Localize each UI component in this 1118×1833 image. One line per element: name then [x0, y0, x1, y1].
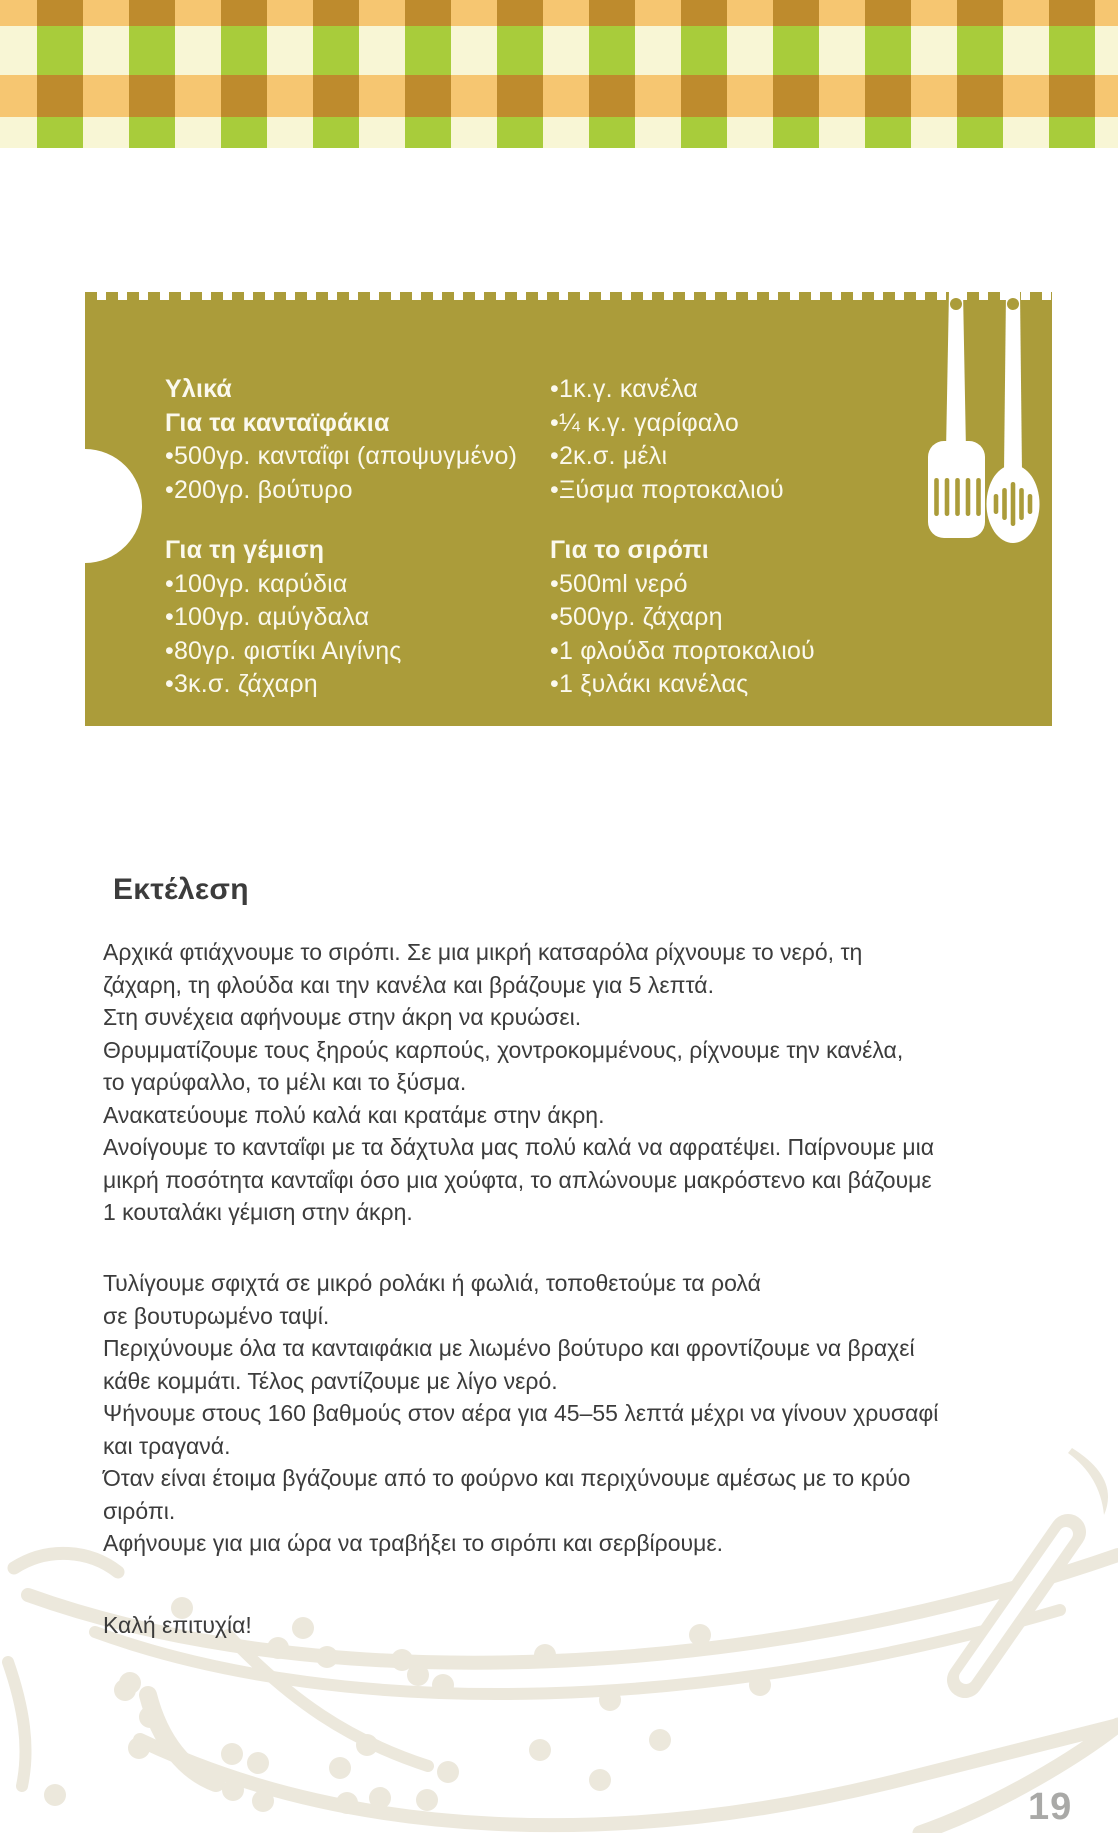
ingredients-panel	[85, 300, 1052, 726]
gingham-row	[0, 117, 1118, 148]
body-line: μικρή ποσότητα κανταΐφι όσο μια χούφτα, το απλώνουμε μακρόστενο και βάζουμε	[103, 1166, 932, 1193]
ingredient-line: Υλικά	[165, 375, 233, 403]
ingredient-line: •2κ.σ. μέλι	[550, 442, 668, 470]
ingredient-line: •100γρ. καρύδια	[165, 569, 348, 598]
body-line: κάθε κομμάτι. Τέλος ραντίζουμε με λίγο νερό.	[103, 1367, 558, 1394]
body-line: Ανοίγουμε το κανταΐφι με τα δάχτυλα μας πολύ καλά να αφρατέψει. Παίρνουμε μια	[103, 1134, 935, 1160]
body-line: Όταν είναι έτοιμα βγάζουμε από το φούρνο και περιχύνουμε αμέσως με το κρύο	[103, 1465, 911, 1491]
ingredient-line: Για τη γέμιση	[165, 536, 325, 564]
ingredient-line: •Ξύσμα πορτοκαλιού	[550, 475, 784, 504]
body-line: Στη συνέχεια αφήνουμε στην άκρη να κρυώσει.	[103, 1004, 582, 1030]
gingham-row	[0, 0, 1118, 26]
ingredients-column-left	[165, 373, 517, 702]
ingredient-line	[165, 507, 517, 534]
body-line: Τυλίγουμε σφιχτά σε μικρό ρολάκι ή φωλιά, τοποθετούμε τα ρολά	[103, 1270, 761, 1296]
ingredient-line: •80γρ. φιστίκι Αιγίνης	[165, 636, 402, 665]
execution-heading: Εκτέλεση	[113, 873, 249, 906]
ingredient-line: •1κ.γ. κανέλα	[550, 375, 698, 403]
body-line: Αρχικά φτιάχνουμε το σιρόπι. Σε μια μικρή κατσαρόλα ρίχνουμε το νερό, τη	[103, 939, 863, 965]
ingredient-line: Για τα κανταϊφάκια	[165, 408, 390, 437]
gingham-header-pattern	[0, 0, 1118, 148]
ingredient-line: •¼ κ.γ. γαρίφαλο	[550, 408, 740, 437]
body-line: ζάχαρη, τη φλούδα και την κανέλα και βράζουμε για 5 λεπτά.	[103, 971, 714, 998]
ingredient-line: •3κ.σ. ζάχαρη	[165, 670, 318, 698]
body-line: Θρυμματίζουμε τους ξηρούς καρπούς, χοντροκομμένους, ρίχνουμε την κανέλα,	[103, 1036, 904, 1063]
gingham-row	[0, 75, 1118, 117]
ingredient-line	[550, 507, 815, 534]
body-line: σιρόπι.	[103, 1497, 176, 1524]
page-number: 19	[1028, 1786, 1073, 1828]
edge-notch	[28, 449, 142, 563]
ingredient-line: •200γρ. βούτυρο	[165, 475, 353, 504]
body-line: 1 κουταλάκι γέμιση στην άκρη.	[103, 1199, 413, 1225]
ingredient-line: •100γρ. αμύγδαλα	[165, 603, 370, 631]
ingredient-line: Για το σιρόπι	[550, 536, 709, 564]
ingredients-column-right	[550, 373, 815, 702]
ingredient-line: •1 ξυλάκι κανέλας	[550, 670, 749, 698]
spatula-icon	[928, 291, 985, 538]
body-line: και τραγανά.	[103, 1432, 231, 1459]
body-line: το γαρύφαλλο, το μέλι και το ξύσμα.	[103, 1069, 467, 1095]
body-line: Ανακατεύουμε πολύ καλά και κρατάμε στην άκρη.	[103, 1101, 605, 1128]
execution-paragraph-1	[103, 936, 1063, 1229]
gingham-row	[0, 26, 1118, 75]
body-line: Περιχύνουμε όλα τα κανταιφάκια με λιωμένο βούτυρο και φροντίζουμε να βραχεί	[103, 1335, 915, 1361]
body-line: Ψήνουμε στους 160 βαθμούς στον αέρα για 45–55 λεπτά μέχρι να γίνουν χρυσαφί	[103, 1400, 939, 1426]
body-line: Αφήνουμε για μια ώρα να τραβήξει το σιρόπι και σερβίρουμε.	[103, 1530, 724, 1556]
ingredient-line: •500γρ. κανταΐφι (αποψυγμένο)	[165, 442, 518, 470]
execution-paragraph-2	[103, 1267, 1063, 1560]
slotted-spoon-icon	[987, 291, 1040, 543]
closing-wish: Καλή επιτυχία!	[103, 1612, 252, 1638]
ingredient-line: •500γρ. ζάχαρη	[550, 603, 723, 631]
ingredient-line: •1 φλούδα πορτοκαλιού	[550, 636, 815, 665]
hanging-utensils	[835, 291, 1055, 552]
body-line: σε βουτυρωμένο ταψί.	[103, 1302, 330, 1329]
ingredient-line: •500ml νερό	[550, 569, 688, 598]
